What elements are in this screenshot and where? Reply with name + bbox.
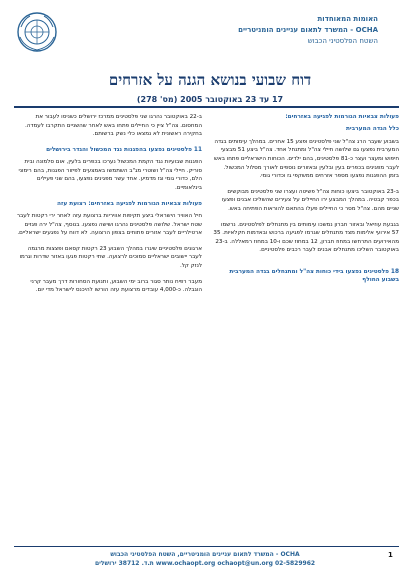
footer-organization: OCHA - המשרד לתאום עניינים הומניטריים, השטח הפלסטיני הכבוש bbox=[110, 551, 300, 558]
section-heading: 11 פלסטינים נפצעו בהפגנות נגד המכשול והגדר בירושלים bbox=[46, 146, 202, 153]
report-title: דוח שבועי בנושא הגנה על אזרחים bbox=[108, 71, 312, 89]
section-heading: פעולות צבאיות הגורמות לפגיעה באזרחים: bbox=[285, 114, 399, 120]
title-divider bbox=[14, 106, 399, 108]
paragraph: הפגנות שבועיות נגד הקמת המכשול נערכו בכפרים בלעין, אום סלמונה ובית סוריק. חיילי צה"ל ושוטרי מג"ב השתמשו באמצעים לפיזור הפגנות, בהם רימוני הלם, כדורי גומי וגז מדמיע. אחד עשר מפגינים נפצעו, בהם שני פעילים בינלאומיים. bbox=[18, 159, 202, 191]
organization-header bbox=[78, 14, 378, 47]
office-name: OCHA - המשרד לתאום עניינים הומניטריים bbox=[238, 26, 378, 34]
paragraph: ב-23 באוקטובר ביצעו כוחות צה"ל פשיטה ועצרו שני פלסטינים מבוקשים בכפר קבטיה. במהלך המבצע ירו החיילים על צעירים שהשליכו אבנים ופצעו שניים מהם. צה"ל מסר כי החיילים פעלו בהתאם להוראות הפתיחה באש. bbox=[221, 188, 399, 212]
organization-name: האומות המאוחדות bbox=[317, 15, 378, 23]
right-column bbox=[213, 113, 399, 289]
paragraph: ארגונים פלסטיניים שיגרו במהלך השבוע 23 רקטות קסאם ופצצות מרגמה לעבר יישובים ישראליים סמוכים לרצועה. שתי רקטות פגעו באזור שדרות וגרמו לנזק קל. bbox=[19, 245, 202, 269]
un-emblem-icon bbox=[16, 11, 58, 53]
paragraph: מעבר רפיח נותר סגור ברוב ימי השבוע, ותנועת הסחורות דרך מעבר קרני הוגבלה. כ-4,000 עובדים מרצועת עזה הורשו להיכנס לישראל מדי יום. bbox=[30, 278, 202, 294]
footer-contact: www.ochaopt.org ochaopt@un.org 02-5829962 ת.ד. 38712 ירושלים bbox=[94, 560, 316, 567]
left-column bbox=[16, 113, 202, 302]
section-heading: 18 פלסטינים נפצעו בידי כוחות צה"ל ומתנחלים בגדה המערבית בשבוע החולף bbox=[229, 268, 399, 284]
footer-divider bbox=[14, 546, 399, 547]
paragraph: בגבעת עוזיאל ובאזור חברון נמשכו עימותים בין מתנחלים לפלסטינים. נרשמו 57 אירועי אלימות מצד מתנחלים שגרמו לפגיעה ברכוש ובאדמות חקלאיות. 35 מהאירועים התרחשו במחוז חברון, 12 במחוז שכם ו-10 במחוז רמאללה. ב-23 באוקטובר השליכו מתנחלים אבנים לעבר רכבים פלסטיניים. bbox=[213, 221, 399, 254]
territory-name: השטח הפלסטיני הכבוש bbox=[307, 37, 378, 45]
report-period: 17 עד 23 באוקטובר 2005 (מס' 278) bbox=[136, 95, 284, 104]
section-subheading: כלל הגדה המערבית bbox=[345, 126, 399, 133]
paragraph: ב-22 באוקטובר נהרגו שני פלסטינים ממרכז ירושלים כשניסו לעבור את המחסום. צה"ל ציין כי החיילים פתחו באש לאחר שהשניים התקרבו לעמדה. בחקירה ראשונית לא נמצאו כלי נשק ברשותם. bbox=[25, 114, 202, 138]
paragraph: חיל האוויר הישראלי ביצע תקיפות אוויריות ברצועת עזה לאחר ירי רקטות לעבר שטח ישראל. שלושה פלסטינים נהרגו ושישה נפצעו. בנוסף, צה"ל ירה פגזים ארטילריים לעבר אזורים פתוחים בצפון הרצועה. לא דווח על נפגעים ישראליים. bbox=[16, 212, 202, 237]
section-heading: פעולות צבאיות הגורמות לפגיעה באזרחים: רצועת עזה bbox=[57, 200, 202, 207]
page-number: 1 bbox=[388, 551, 393, 559]
paragraph: בשבוע שעבר הרג צה"ל שני פלסטינים ופצע 15 אחרים. במהלך עימותים בגדה המערבית נפצעו גם שלושה חיילי צה"ל ומתנחל אחד. צה"ל ביצע 51 מבצעי חיפוש ומעצר ועצר כ-81 פלסטינים, בהם ילדים. הכוחות הישראליים פתחו באש לעבר מפגינים בכפרים בעין ובלעין ובאזורים נוספים לאורך מסלול המכשול. בזמן ההפגנות נפצעו מספר אזרחים ממשקפי גז וכדורי גומי. bbox=[214, 138, 399, 180]
